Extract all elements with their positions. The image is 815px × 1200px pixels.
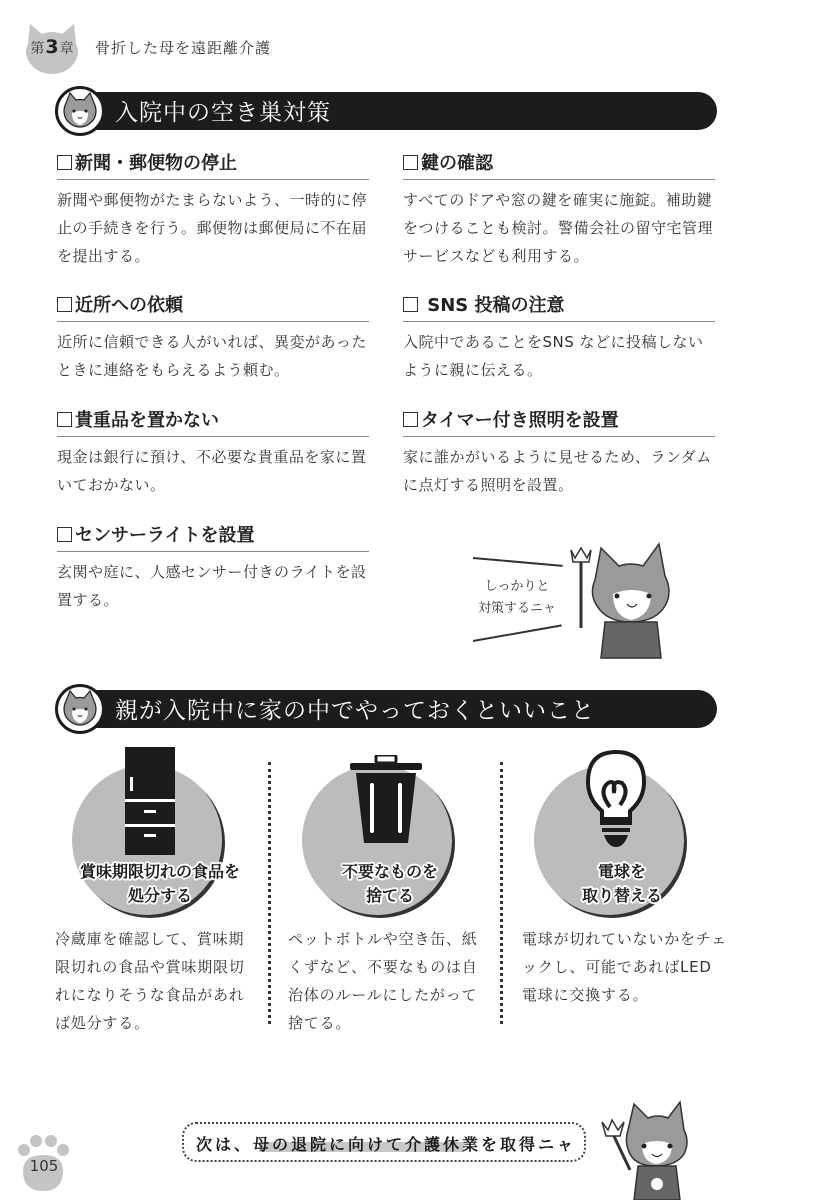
tip-title: 新聞・郵便物の停止: [57, 150, 369, 180]
tip-title: 貴重品を置かない: [57, 407, 369, 437]
tip-newspaper-mail: [57, 150, 369, 270]
checkbox-icon: [403, 155, 418, 170]
section-header-home-tasks: [55, 688, 717, 730]
speech-line-top: [473, 557, 563, 566]
section-title: 入院中の空き巣対策: [115, 100, 331, 126]
cat-mascot-icon: [600, 1100, 695, 1200]
tip-title: SNS 投稿の注意: [403, 292, 715, 322]
checkbox-icon: [57, 155, 72, 170]
todo-label: 電球を 取り替える: [581, 862, 662, 905]
tip-body: 玄関や庭に、人感センサー付きのライトを設置する。: [57, 563, 367, 609]
tip-timer-lighting: [403, 407, 715, 499]
checkbox-icon: [57, 412, 72, 427]
chapter-number: 第3章: [30, 36, 74, 58]
tip-body: 現金は銀行に預け、不必要な貴重品を家に置いておかない。: [57, 448, 367, 494]
tip-neighbor-request: [57, 292, 369, 384]
tip-body: すべてのドアや窓の鍵を確実に施錠。補助鍵をつけることも検討。警備会社の留守宅管理サービスなども利用する。: [403, 191, 714, 265]
trash-can-icon: [350, 755, 422, 845]
next-topic-text: 次は、母の退院に向けて介護休業を取得ニャ: [195, 1135, 576, 1154]
dotted-divider: [268, 762, 271, 1024]
todo-body: 電球が切れていないかをチェックし、可能であればLED電球に交換する。: [522, 930, 727, 1004]
refrigerator-icon: [125, 747, 175, 855]
cat-avatar-icon: [55, 684, 105, 734]
light-bulb-icon: [584, 749, 648, 849]
chapter-title: 骨折した母を遠距離介護: [95, 39, 272, 57]
checkbox-icon: [57, 527, 72, 542]
todo-label: 不要なものを 捨てる: [341, 862, 438, 905]
section-header-burglary: [55, 90, 717, 132]
tip-title: センサーライトを設置: [57, 522, 369, 552]
tip-sensor-light: [57, 522, 369, 614]
cat-mascot-icon: [565, 540, 675, 660]
tip-no-valuables: [57, 407, 369, 499]
speech-text: しっかりと 対策するニャ: [477, 579, 556, 616]
tip-body: 入院中であることをSNS などに投稿しないように親に伝える。: [403, 333, 704, 379]
checkbox-icon: [403, 412, 418, 427]
tip-title: タイマー付き照明を設置: [403, 407, 715, 437]
tip-body: 新聞や郵便物がたまらないよう、一時的に停止の手続きを行う。郵便物は郵便局に不在届を提出する。: [57, 191, 368, 265]
dotted-divider: [500, 762, 503, 1024]
tip-title: 鍵の確認: [403, 150, 715, 180]
checkbox-icon: [403, 297, 418, 312]
todo-body: 冷蔵庫を確認して、賞味期限切れの食品や賞味期限切れになりそうな食品があれば処分する。: [55, 930, 245, 1032]
todo-body: ペットボトルや空き缶、紙くずなど、不要なものは自治体のルールにしたがって捨てる。: [288, 930, 478, 1032]
tip-body: 近所に信頼できる人がいれば、異変があったときに連絡をもらえるよう頼む。: [57, 333, 367, 379]
chapter-badge: [22, 20, 82, 72]
tip-body: 家に誰かがいるように見せるため、ランダムに点灯する照明を設置。: [403, 448, 712, 494]
tip-lock-check: [403, 150, 715, 270]
cat-avatar-icon: [55, 86, 105, 136]
next-topic-bubble: [182, 1122, 586, 1162]
tip-sns-caution: [403, 292, 715, 384]
todo-label: 賞味期限切れの食品を 処分する: [79, 862, 240, 905]
speech-line-bottom: [473, 624, 562, 641]
checkbox-icon: [57, 297, 72, 312]
tip-title: 近所への依頼: [57, 292, 369, 322]
page-number: 105: [29, 1157, 59, 1175]
section-title: 親が入院中に家の中でやっておくといいこと: [115, 698, 595, 724]
